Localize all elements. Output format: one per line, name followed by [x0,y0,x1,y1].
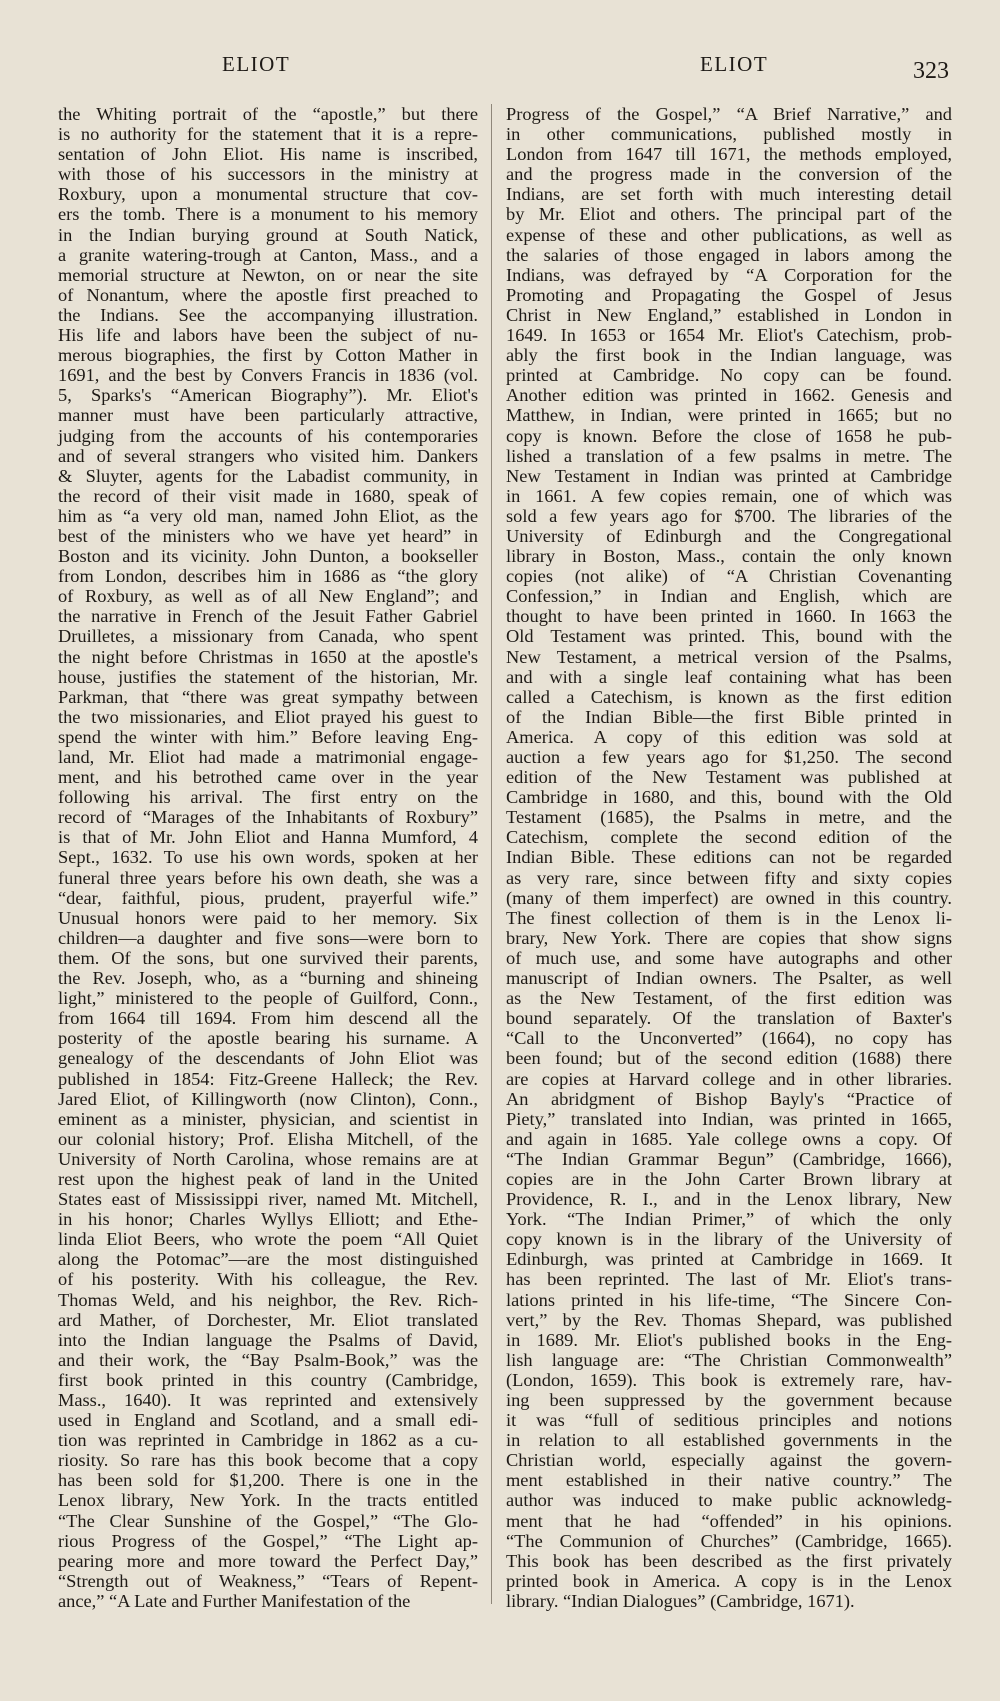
text-line: Indian Bible. These editions can not be regarded [506,847,952,868]
text-line: in other communications, published mostly in [506,124,952,145]
text-line: is no authority for the statement that it is a repre- [58,124,478,145]
text-line: house, justifies the statement of the historian, Mr. [58,666,478,687]
text-line: lations printed in his life-time, “The Sincere Con- [506,1289,952,1310]
text-line: “Strength out of Weakness,” “Tears of Repent- [58,1570,478,1591]
text-line: by Mr. Eliot and others. The principal part of the [506,204,952,225]
text-line: sentation of John Eliot. His name is inscribed, [58,144,478,165]
text-line: ment, and his betrothed came over in the year [58,767,478,788]
text-line: in the Indian burying ground at South Natick, [58,224,478,245]
text-line: them. Of the sons, but one survived their parents, [58,947,478,968]
text-line: manuscript of Indian owners. The Psalter, as well [506,968,952,989]
text-line: 1649. In 1653 or 1654 Mr. Eliot's Catechism, prob- [506,325,952,346]
text-line: with those of his successors in the ministry at [58,164,478,185]
text-line: riosity. So rare has this book become that a copy [58,1450,478,1471]
text-line: & Sluyter, agents for the Labadist community, in [58,465,478,486]
text-line: copies (not alike) of “A Christian Covenanting [506,566,952,587]
text-line: University of Edinburgh and the Congregational [506,525,952,546]
text-line: Indians, are set forth with much interesting detail [506,184,952,205]
text-line: and their work, the “Bay Psalm-Book,” was the [58,1349,478,1370]
text-line: Parkman, that “there was great sympathy between [58,686,478,707]
text-line: Indians, was defrayed by “A Corporation for the [506,264,952,285]
text-line: genealogy of the descendants of John Eliot was [58,1048,478,1069]
text-line: in his honor; Charles Wyllys Elliott; and Ethe- [58,1209,478,1230]
text-line: and again in 1685. Yale college owns a copy. Of [506,1128,952,1149]
running-head-left: ELIOT [222,52,291,76]
text-line: “dear, faithful, pious, prudent, prayerful wife.” [58,887,478,908]
text-line: the salaries of those engaged in labors among the [506,244,952,265]
text-line: land, Mr. Eliot had made a matrimonial engage- [58,747,478,767]
text-line: Lenox library, New York. In the tracts entitled [58,1490,478,1511]
text-line: our colonial history; Prof. Elisha Mitchell, of the [58,1128,478,1149]
text-line: from London, describes him in 1686 as “the glory [58,566,478,587]
text-line: as the New Testament, of the first edition was [506,988,952,1009]
text-line: Unusual honors were paid to her memory. Six [58,907,478,928]
text-line: (London, 1659). This book is extremely rare, hav- [506,1369,952,1390]
text-line: ment that he had “offended” in his opinions. [506,1510,952,1531]
text-line: of Nonantum, where the apostle first preached to [58,284,478,305]
text-line: linda Eliot Beers, who wrote the poem “All Quiet [58,1229,478,1250]
text-line: 1691, and the best by Convers Francis in 1836 (vol. [58,365,478,386]
text-line: him as “a very old man, named John Eliot, as the [58,505,478,526]
text-line: London from 1647 till 1671, the methods employed, [506,144,952,165]
text-line: memorial structure at Newton, on or near the site [58,264,478,285]
text-line: of much use, and some have autographs and other [506,947,952,968]
text-line: Sept., 1632. To use his own words, spoken at her [58,847,478,868]
text-line: judging from the accounts of his contemporaries [58,425,478,446]
text-line: tion was reprinted in Cambridge in 1862 as a cu- [58,1430,478,1451]
right-column [506,104,952,1611]
text-line: Christ in New England,” established in London in [506,304,952,325]
text-line: manner must have been particularly attractive, [58,405,478,426]
text-line: Roxbury, upon a monumental structure that cov- [58,184,478,205]
text-line: vert,” by the Rev. Thomas Shepard, was published [506,1309,952,1330]
text-line: lished a translation of a few psalms in metre. The [506,445,952,466]
text-line: light,” ministered to the people of Guilford, Conn., [58,988,478,1009]
text-line: copy known is in the library of the University of [506,1229,952,1250]
text-line: the record of their visit made in 1680, speak of [58,485,478,506]
text-line: The finest collection of them is in the Lenox li- [506,907,952,928]
text-line: rious Progress of the Gospel,” “The Light ap- [58,1530,478,1551]
text-line: children—a daughter and five sons—were born to [58,927,478,948]
text-line: Edinburgh, was printed at Cambridge in 1669. It [506,1249,952,1270]
text-line: Piety,” translated into Indian, was printed in 1665, [506,1108,952,1129]
text-line: America. A copy of this edition was sold at [506,726,952,747]
text-line: spend the winter with him.” Before leaving Eng- [58,726,478,747]
text-line: the two missionaries, and Eliot prayed his guest to [58,706,478,727]
text-line: the Indians. See the accompanying illustration. [58,304,478,325]
text-line: Christian world, especially against the govern- [506,1450,952,1471]
text-line: it was “full of seditious principles and notions [506,1410,952,1431]
running-head-right: ELIOT [700,52,769,76]
text-line: funeral three years before his own death, she was a [58,867,478,888]
text-line: following his arrival. The first entry on the [58,787,478,808]
text-line: His life and labors have been the subject of nu- [58,325,478,346]
text-line: record of “Marages of the Inhabitants of Roxbury” [58,807,478,828]
text-line: States east of Mississippi river, named Mt. Mitchell, [58,1189,478,1210]
text-line: lish language are: “The Christian Commonwealth” [506,1349,952,1370]
text-line: along the Potomac”—are the most distinguished [58,1249,478,1270]
text-line: Jared Eliot, of Killingworth (now Clinton), Conn., [58,1088,478,1109]
text-line: ment established in their native country.” The [506,1470,952,1491]
text-line: in 1689. Mr. Eliot's published books in the Eng- [506,1329,952,1350]
text-line: York. “The Indian Primer,” of which the only [506,1209,952,1230]
text-line: are copies at Harvard college and in other libraries. [506,1068,952,1089]
text-line: posterity of the apostle bearing his surname. A [58,1028,478,1049]
text-line: in 1661. A few copies remain, one of which was [506,485,952,506]
text-line: This book has been described as the first privately [506,1550,952,1571]
text-line: thought to have been printed in 1660. In 1663 the [506,606,952,627]
text-line: Cambridge in 1680, and this, bound with the Old [506,787,952,808]
text-line: sold a few years ago for $700. The libraries of the [506,505,952,526]
column-divider [491,104,492,1604]
text-line: called a Catechism, is known as the first edition [506,686,952,707]
text-line: “The Clear Sunshine of the Gospel,” “The Glo- [58,1510,478,1531]
text-line: ing been suppressed by the government because [506,1390,952,1410]
text-line: and with a single leaf containing what has been [506,666,952,687]
text-line: Druilletes, a missionary from Canada, who spent [58,626,478,647]
text-line: merous biographies, the first by Cotton Mather in [58,345,478,366]
text-line: author was induced to make public acknowledg- [506,1490,952,1511]
text-line: a granite watering-trough at Canton, Mass., and a [58,244,478,265]
left-column [58,104,478,1611]
text-line: Catechism, complete the second edition of the [506,827,952,848]
text-line: auction a few years ago for $1,250. The second [506,747,952,767]
text-line: edition of the New Testament was published at [506,767,952,788]
text-line: “The Communion of Churches” (Cambridge, 1665). [506,1530,952,1551]
text-line: Mass., 1640). It was reprinted and extensively [58,1390,478,1410]
text-line: Testament (1685), the Psalms in metre, and the [506,807,952,828]
text-line: 5, Sparks's “American Biography”). Mr. Eliot's [58,385,478,406]
text-line: (many of them imperfect) are owned in this country. [506,887,952,908]
text-line: into the Indian language the Psalms of David, [58,1329,478,1350]
text-line: eminent as a minister, physician, and scientist in [58,1108,478,1129]
text-line: printed book in America. A copy is in the Lenox [506,1570,952,1591]
text-line: ably the first book in the Indian language, was [506,345,952,366]
text-line: Thomas Weld, and his neighbor, the Rev. Rich- [58,1289,478,1310]
text-line: the night before Christmas in 1650 at the apostle's [58,646,478,667]
text-line: copy is known. Before the close of 1658 he pub- [506,425,952,446]
text-line: Promoting and Propagating the Gospel of Jesus [506,284,952,305]
text-line: expense of these and other publications, as well as [506,224,952,245]
text-line: Matthew, in Indian, were printed in 1665; but no [506,405,952,426]
text-line: printed at Cambridge. No copy can be found. [506,365,952,386]
text-line: “The Indian Grammar Begun” (Cambridge, 1666), [506,1148,952,1169]
text-line: in relation to all established governments in the [506,1430,952,1451]
text-line: “Call to the Unconverted” (1664), no copy has [506,1028,952,1049]
text-line: ance,” “A Late and Further Manifestation of the [58,1590,411,1611]
text-line: bound separately. Of the translation of Baxter's [506,1008,952,1029]
text-line: first book printed in this country (Cambridge, [58,1369,478,1390]
text-line: of the Indian Bible—the first Bible printed in [506,706,952,727]
text-line: been found; but of the second edition (1688) there [506,1048,952,1069]
text-line: An abridgment of Bishop Bayly's “Practice of [506,1088,952,1109]
text-line: pearing more and more toward the Perfect Day,” [58,1550,478,1571]
text-line: New Testament, a metrical version of the Psalms, [506,646,952,667]
text-line: as very rare, since between fifty and sixty copies [506,867,952,888]
text-line: University of North Carolina, whose remains are at [58,1148,478,1169]
text-line: copies are in the John Carter Brown library at [506,1168,952,1189]
text-line: ers the tomb. There is a monument to his memory [58,204,478,225]
text-line: library. “Indian Dialogues” (Cambridge, 1671). [506,1590,855,1611]
text-line: Progress of the Gospel,” “A Brief Narrative,” and [506,104,952,124]
text-line: has been reprinted. The last of Mr. Eliot's trans- [506,1269,952,1290]
text-line: Another edition was printed in 1662. Genesis and [506,385,952,406]
text-line: published in 1854: Fitz-Greene Halleck; the Rev. [58,1068,478,1089]
text-line: best of the ministers who we have yet heard” in [58,525,478,546]
text-line: from 1664 till 1694. From him descend all the [58,1008,478,1029]
page-number: 323 [913,58,949,84]
text-line: of his posterity. With his colleague, the Rev. [58,1269,478,1290]
text-line: of Roxbury, as well as of all New England”; and [58,586,478,607]
text-line: Confession,” in Indian and English, which are [506,586,952,607]
text-line: is that of Mr. John Eliot and Hanna Mumford, 4 [58,827,478,848]
text-line: ard Mather, of Dorchester, Mr. Eliot translated [58,1309,478,1330]
text-line: has been sold for $1,200. There is one in the [58,1470,478,1491]
text-line: the narrative in French of the Jesuit Father Gabriel [58,606,478,627]
text-line: Providence, R. I., and in the Lenox library, New [506,1189,952,1210]
text-line: brary, New York. There are copies that show signs [506,927,952,948]
text-line: Boston and its vicinity. John Dunton, a bookseller [58,546,478,567]
text-line: library in Boston, Mass., contain the only known [506,546,952,567]
text-line: the Rev. Joseph, who, as a “burning and shineing [58,968,478,989]
text-line: rest upon the highest peak of land in the United [58,1168,478,1189]
text-line: and of several strangers who visited him. Dankers [58,445,478,466]
text-line: Old Testament was printed. This, bound with the [506,626,952,647]
text-line: used in England and Scotland, and a small edi- [58,1410,478,1431]
text-line: the Whiting portrait of the “apostle,” but there [58,104,478,124]
text-line: New Testament in Indian was printed at Cambridge [506,465,952,486]
text-line: and the progress made in the conversion of the [506,164,952,185]
